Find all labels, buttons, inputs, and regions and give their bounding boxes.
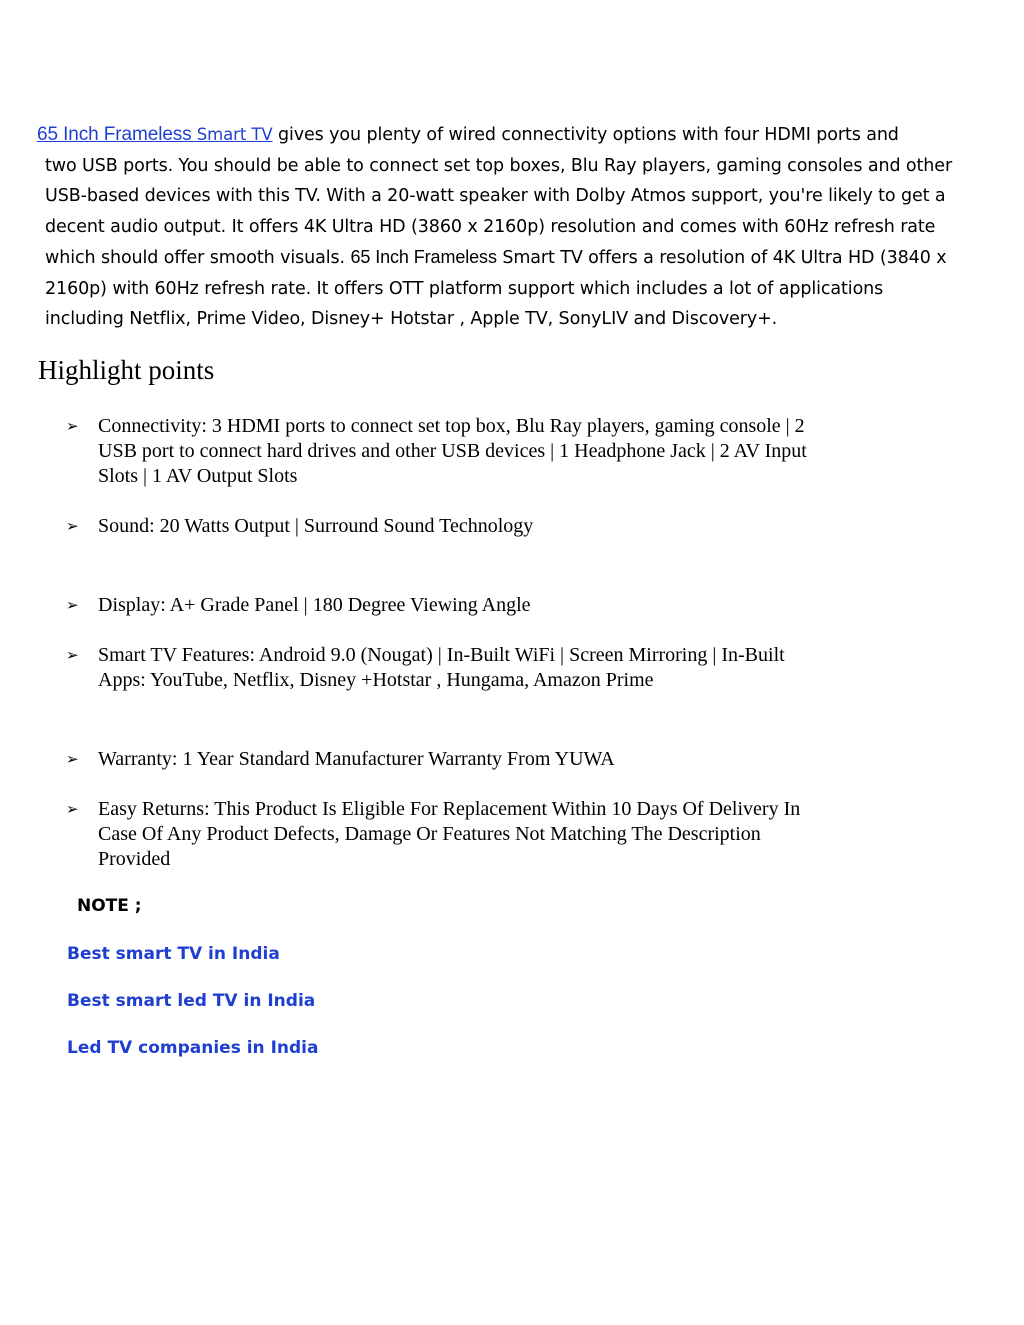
intro-line-4: decent audio output. It offers 4K Ultra HD (3860 x 2160p) resolution and comes with 60Hz refresh rate <box>45 216 936 237</box>
highlight-item-warranty <box>66 747 886 772</box>
intro-line-7: including Netflix, Prime Video, Disney+ Hotstar , Apple TV, SonyLIV and Discovery+. <box>45 309 778 329</box>
note-label: NOTE ; <box>77 896 142 916</box>
highlight-line: Connectivity: 3 HDMI ports to connect set top box, Blu Ray players, gaming console | 2 <box>98 415 805 437</box>
product-link-title: 65 Inch Frameless <box>37 124 192 145</box>
highlight-line: Slots | 1 AV Output Slots <box>98 465 298 487</box>
highlight-line: Apps: YouTube, Netflix, Disney +Hotstar , Hungama, Amazon Prime <box>98 669 654 691</box>
product-link[interactable] <box>37 124 273 145</box>
highlight-line: Smart TV Features: Android 9.0 (Nougat) | In-Built WiFi | Screen Mirroring | In-Built <box>98 644 785 666</box>
highlight-line: Sound: 20 Watts Output | Surround Sound Technology <box>98 515 534 537</box>
arrow-bullet-icon: ➢ <box>66 417 79 435</box>
related-link-best-smart-tv[interactable]: Best smart TV in India <box>67 944 280 964</box>
arrow-bullet-icon: ➢ <box>66 750 79 768</box>
highlight-item-smart-features <box>66 643 886 693</box>
arrow-bullet-icon: ➢ <box>66 517 79 535</box>
intro-line-5-end: Smart TV offers a resolution of 4K Ultra HD (3840 x <box>502 248 947 268</box>
highlight-item-display <box>66 593 886 618</box>
section-heading: Highlight points <box>38 355 215 385</box>
highlight-line: Case Of Any Product Defects, Damage Or Features Not Matching The Description <box>98 823 761 845</box>
highlight-item-returns <box>66 797 886 872</box>
intro-line-5-product: 65 Inch Frameless <box>350 247 497 267</box>
intro-line-5 <box>37 242 997 274</box>
highlight-line: Display: A+ Grade Panel | 180 Degree Viewing Angle <box>98 594 531 616</box>
intro-line-6: 2160p) with 60Hz refresh rate. It offers OTT platform support which includes a lot of applications <box>45 278 884 299</box>
highlight-line: USB port to connect hard drives and other USB devices | 1 Headphone Jack | 2 AV Input <box>98 440 807 462</box>
arrow-bullet-icon: ➢ <box>66 646 79 664</box>
intro-line-2: two USB ports. You should be able to connect set top boxes, Blu Ray players, gaming consoles and other <box>45 155 953 176</box>
intro-line-1-text: gives you plenty of wired connectivity options with four HDMI ports and <box>277 125 899 145</box>
highlight-item-sound <box>66 514 886 539</box>
related-link-best-smart-led-tv[interactable]: Best smart led TV in India <box>67 991 316 1011</box>
related-link-led-tv-companies[interactable]: Led TV companies in India <box>67 1038 319 1058</box>
arrow-bullet-icon: ➢ <box>66 800 79 818</box>
highlight-item-connectivity <box>66 414 886 489</box>
intro-paragraph <box>37 120 997 335</box>
highlight-line: Provided <box>98 848 171 870</box>
intro-line-1 <box>37 120 997 151</box>
intro-line-5-start: which should offer smooth visuals. <box>45 248 346 268</box>
arrow-bullet-icon: ➢ <box>66 596 79 614</box>
product-link-suffix: Smart TV <box>196 125 273 144</box>
intro-line-3: USB-based devices with this TV. With a 20-watt speaker with Dolby Atmos support, you're likely to get a <box>45 186 946 206</box>
highlight-line: Warranty: 1 Year Standard Manufacturer Warranty From YUWA <box>98 748 615 770</box>
highlight-line: Easy Returns: This Product Is Eligible For Replacement Within 10 Days Of Delivery In <box>98 798 801 820</box>
